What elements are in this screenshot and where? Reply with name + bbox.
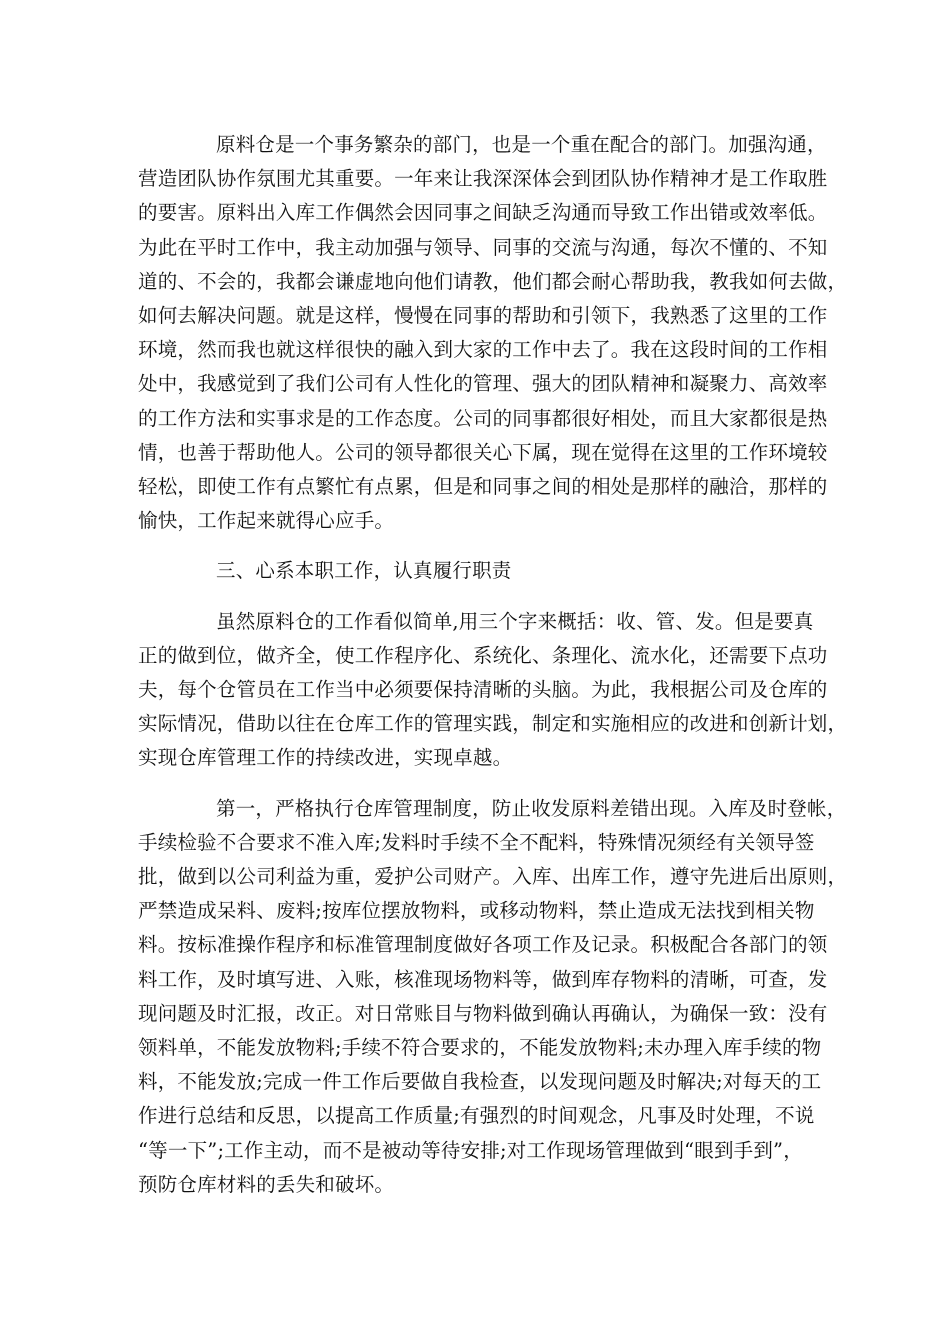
paragraph-line: 的要害。原料出入库工作偶然会因同事之间缺乏沟通而导致工作出错或效率低。 — [138, 201, 828, 225]
paragraph-line: 料工作，及时填写进、入账，核准现场物料等，做到库存物料的清晰，可查，发 — [138, 967, 828, 991]
paragraph-line: 如何去解决问题。就是这样，慢慢在同事的帮助和引领下，我熟悉了这里的工作 — [138, 304, 828, 328]
paragraph-line: 处中，我感觉到了我们公司有人性化的管理、强大的团队精神和凝聚力、高效率 — [138, 372, 828, 396]
paragraph-line: 批，做到以公司利益为重，爱护公司财产。入库、出库工作，遵守先进后出原则， — [138, 865, 848, 889]
paragraph-line: 情，也善于帮助他人。公司的领导都很关心下属，现在觉得在这里的工作环境较 — [138, 440, 828, 464]
paragraph-line: 预防仓库材料的丢失和破坏。 — [138, 1172, 395, 1196]
paragraph-line: “等一下”;工作主动，而不是被动等待安排;对工作现场管理做到“眼到手到”， — [138, 1138, 803, 1162]
paragraph-strict-management — [138, 792, 848, 1202]
paragraph-line: 虽然原料仓的工作看似简单,用三个字来概括：收、管、发。但是要真 — [216, 609, 814, 633]
paragraph-line: 营造团队协作氛围尤其重要。一年来让我深深体会到团队协作精神才是工作取胜 — [138, 167, 828, 191]
paragraph-line: 愉快，工作起来就得心应手。 — [138, 509, 395, 533]
document-page — [138, 128, 848, 1202]
paragraph-line: 手续检验不合要求不准入库;发料时手续不全不配料，特殊情况须经有关领导签 — [138, 830, 815, 854]
paragraph-line: 的工作方法和实事求是的工作态度。公司的同事都很好相处，而且大家都很是热 — [138, 406, 828, 430]
paragraph-line: 轻松，即使工作有点繁忙有点累，但是和同事之间的相处是那样的融洽，那样的 — [138, 475, 828, 499]
paragraph-line: 料。按标准操作程序和标准管理制度做好各项工作及记录。积极配合各部门的领 — [138, 933, 828, 957]
paragraph-line: 原料仓是一个事务繁杂的部门，也是一个重在配合的部门。加强沟通， — [216, 133, 827, 156]
paragraph-line: 作进行总结和反思，以提高工作质量;有强烈的时间观念，凡事及时处理，不说 — [138, 1104, 815, 1128]
section-heading-text: 三、心系本职工作，认真履行职责 — [216, 559, 512, 583]
paragraph-line: 环境，然而我也就这样很快的融入到大家的工作中去了。我在这段时间的工作相 — [138, 338, 828, 362]
paragraph-line: 第一，严格执行仓库管理制度，防止收发原料差错出现。入库及时登帐， — [216, 796, 847, 820]
section-heading — [138, 554, 818, 588]
paragraph-line: 现问题及时汇报，改正。对日常账目与物料做到确认再确认，为确保一致：没有 — [138, 1001, 828, 1025]
paragraph-warehouse-work — [138, 605, 848, 776]
paragraph-team-collaboration — [138, 128, 848, 538]
paragraph-line: 严禁造成呆料、废料;按库位摆放物料，或移动物料，禁止造成无法找到相关物 — [138, 899, 815, 923]
paragraph-line: 道的、不会的，我都会谦虚地向他们请教，他们都会耐心帮助我，教我如何去做， — [138, 269, 848, 293]
paragraph-line: 实现仓库管理工作的持续改进，实现卓越。 — [138, 746, 513, 770]
paragraph-line: 实际情况，借助以往在仓库工作的管理实践，制定和实施相应的改进和创新计划， — [138, 712, 848, 736]
paragraph-line: 为此在平时工作中，我主动加强与领导、同事的交流与沟通，每次不懂的、不知 — [138, 235, 828, 259]
paragraph-line: 料，不能发放;完成一件工作后要做自我检查，以发现问题及时解决;对每天的工 — [138, 1070, 822, 1094]
paragraph-line: 正的做到位，做齐全，使工作程序化、系统化、条理化、流水化，还需要下点功 — [138, 643, 828, 667]
paragraph-line: 领料单，不能发放物料;手续不符合要求的，不能发放物料;未办理入库手续的物 — [138, 1036, 822, 1060]
paragraph-line: 夫，每个仓管员在工作当中必须要保持清晰的头脑。为此，我根据公司及仓库的 — [138, 678, 828, 702]
